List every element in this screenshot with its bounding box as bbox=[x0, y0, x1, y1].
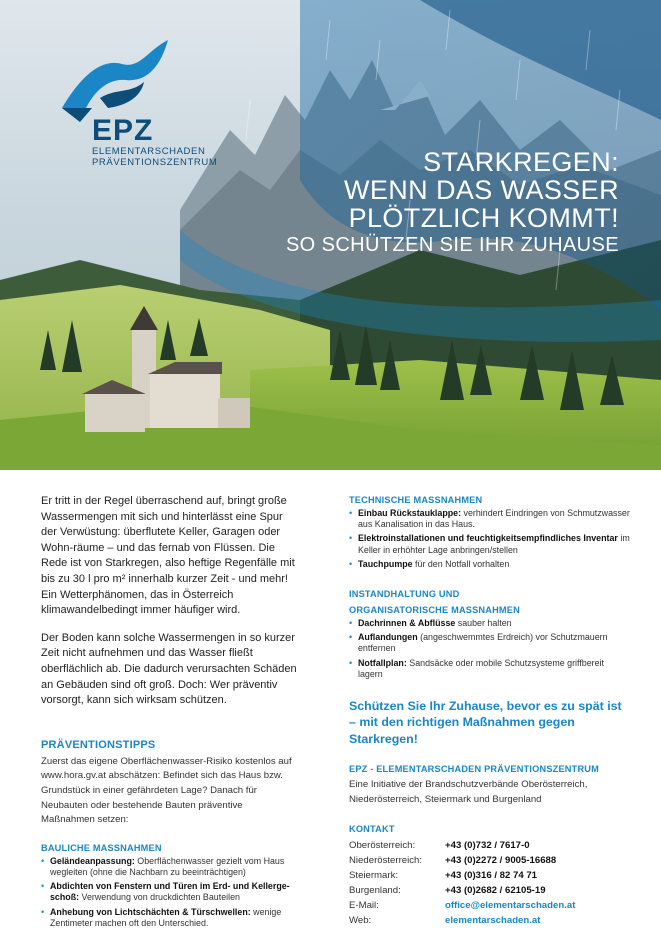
headline-line-1: STARKREGEN: bbox=[423, 147, 619, 177]
contact-row-web: Web: elementarschaden.at bbox=[349, 915, 541, 927]
list-item: • Auflandungen (angeschwemmtes Erdreich) vor Schutzmauern entfernen bbox=[349, 632, 631, 654]
logo-line-2: PRÄVENTIONSZENTRUM bbox=[92, 157, 218, 168]
bauliche-heading: BAULICHE MASSNAHMEN bbox=[41, 842, 162, 853]
headline bbox=[286, 148, 619, 258]
website-link[interactable]: elementarschaden.at bbox=[445, 915, 541, 927]
contact-row-niederoesterreich: Niederösterreich: +43 (0)2272 / 9005-16688 bbox=[349, 855, 557, 867]
contact-list bbox=[349, 838, 631, 928]
contact-row-email: E-Mail: office@elementarschaden.at bbox=[349, 900, 576, 912]
instandhaltung-heading-2: ORGANISATORISCHE MASSNAHMEN bbox=[349, 605, 520, 616]
left-column bbox=[41, 494, 299, 932]
contact-row-burgenland: Burgenland: +43 (0)2682 / 62105-19 bbox=[349, 885, 546, 897]
right-column bbox=[349, 494, 631, 928]
headline-subline: SO SCHÜTZEN SIE IHR ZUHAUSE bbox=[285, 234, 619, 256]
kontakt-heading: KONTAKT bbox=[349, 824, 395, 835]
contact-row-oberoesterreich: Oberösterreich: +43 (0)732 / 7617-0 bbox=[349, 840, 530, 852]
instandhaltung-heading-1: INSTANDHALTUNG UND bbox=[349, 589, 460, 600]
call-to-action: Schützen Sie Ihr Zuhause, bevor es zu spät ist – mit den richtigen Maßnahmen gegen Starkregen! bbox=[349, 699, 622, 746]
technische-list bbox=[349, 508, 631, 570]
logo-abbreviation: EPZ bbox=[92, 114, 154, 147]
instandhaltung-list bbox=[349, 618, 631, 680]
list-item: • Tauchpumpe für den Notfall vorhalten bbox=[349, 559, 631, 570]
headline-line-3: PLÖTZLICH KOMMT! bbox=[348, 203, 619, 233]
list-item: • Notfallplan: Sandsäcke oder mobile Schutzsysteme griffbereit lagern bbox=[349, 658, 631, 680]
list-item: • Dachrinnen & Abflüsse sauber halten bbox=[349, 618, 631, 629]
contact-row-steiermark: Steiermark: +43 (0)316 / 82 74 71 bbox=[349, 870, 538, 882]
praeventionstipps-heading: PRÄVENTIONSTIPPS bbox=[41, 738, 156, 751]
list-item: • Abdichten von Fenstern und Türen im Erd- und Kellerge-schoß: Verwendung von druckdichten Bauteilen bbox=[41, 881, 299, 903]
list-item: • Einbau Rückstauklappe: verhindert Eindringen von Schmutzwasser aus Kanalisation in das Haus. bbox=[349, 508, 631, 530]
technische-heading: TECHNISCHE MASSNAHMEN bbox=[349, 495, 483, 505]
org-heading: EPZ - ELEMENTARSCHADEN PRÄVENTIONSZENTRUM bbox=[349, 764, 599, 775]
headline-line-2: WENN DAS WASSER bbox=[343, 175, 619, 205]
logo-line-1: ELEMENTARSCHADEN bbox=[92, 146, 206, 157]
email-link[interactable]: office@elementarschaden.at bbox=[445, 900, 576, 912]
intro-paragraph-2: Der Boden kann solche Wassermengen in so kurzer Zeit nicht aufnehmen und das Wasser fließt oberflächlich ab. Die dadurch verursachten Schäden an Gebäuden sind oft groß. Doch: Wer präventiv vorsorgt, kann sich wirksam schützen. bbox=[41, 631, 297, 707]
org-text: Eine Initiative der Brandschutzverbände Oberösterreich, Niederösterreich, Steiermark und Burgenland bbox=[349, 779, 588, 805]
list-item: • Elektroinstallationen und feuchtigkeitsempfindliches Inventar im Keller in erhöhter Lage anbringen/stellen bbox=[349, 533, 631, 555]
intro-paragraph-1: Er tritt in der Regel überraschend auf, bringt große Wassermengen mit sich und hinterlässt eine Spur der Verwüstung: überflutete Keller, Garagen oder Wohn-räume – und das fernab von Flüssen. Die Rede ist von Starkregen, also heftige Regenfälle mit bis zu 30 l pro m² innerhalb kurzer Zeit - und mehr! Ein Wetterphänomen, das in Österreich klimawandelbedingt immer häufiger wird. bbox=[41, 495, 295, 617]
praeventionstipps-text: Zuerst das eigene Oberflächenwasser-Risiko kostenlos auf www.hora.gv.at abschätzen: Befindet sich das Haus bzw. Grundstück in einer gefährdeten Lage? Danach für Neubauten oder bestehende Bauten präventive Maßnahmen setzen: bbox=[41, 755, 292, 826]
bauliche-list bbox=[41, 856, 299, 929]
list-item: • Geländeanpassung: Oberflächenwasser gezielt vom Haus wegleiten (ohne die Nachbarn zu beeinträchtigen) bbox=[41, 856, 299, 878]
list-item: • Anhebung von Lichtschächten & Türschwellen: wenige Zentimeter machen oft den Unterschied. bbox=[41, 907, 299, 929]
